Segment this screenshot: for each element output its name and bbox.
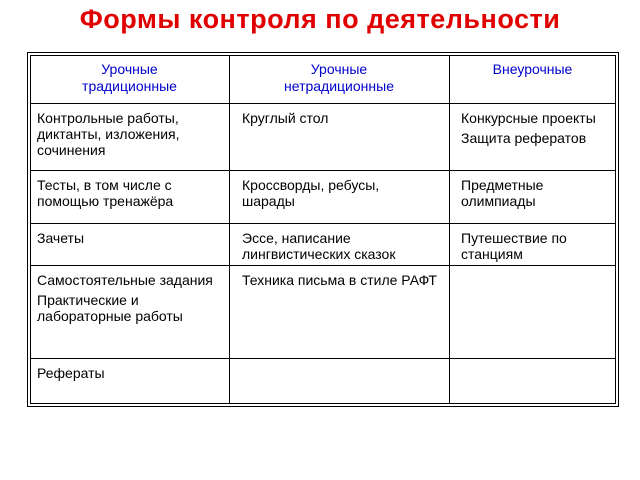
header-col1-line2: традиционные bbox=[82, 78, 177, 94]
cell-col2-row4 bbox=[242, 272, 442, 292]
row-divider bbox=[229, 170, 449, 171]
row-divider bbox=[30, 170, 229, 171]
cell-text: Тесты, в том числе с помощью тренажёра bbox=[37, 177, 174, 209]
row-divider bbox=[30, 358, 229, 359]
cell-text: Контрольные работы, диктанты, изложения, сочинения bbox=[37, 110, 180, 158]
cell-text: Предметные олимпиады bbox=[461, 177, 544, 209]
cell-text: Путешествие по станциям bbox=[461, 230, 567, 262]
header-col2-line2: нетрадиционные bbox=[284, 78, 394, 94]
row-divider bbox=[30, 265, 229, 266]
row-divider bbox=[449, 358, 616, 359]
row-divider bbox=[30, 223, 229, 224]
header-col3 bbox=[449, 61, 616, 78]
cell-col1-row4 bbox=[37, 272, 225, 328]
row-divider bbox=[449, 223, 616, 224]
cell-col1-row5 bbox=[37, 365, 225, 385]
row-divider bbox=[229, 223, 449, 224]
row-divider bbox=[449, 103, 616, 104]
cell-text: Техника письма в стиле РАФТ bbox=[242, 272, 437, 288]
row-divider bbox=[30, 103, 229, 104]
header-col2 bbox=[229, 61, 449, 95]
cell-col3-row1 bbox=[461, 110, 613, 150]
cell-text: Конкурсные проекты bbox=[461, 110, 596, 126]
cell-text: Зачеты bbox=[37, 230, 85, 246]
header-col1 bbox=[30, 61, 229, 95]
cell-text: Практические и лабораторные работы bbox=[37, 292, 183, 324]
cell-text: Круглый стол bbox=[242, 110, 329, 126]
column-divider bbox=[229, 55, 230, 404]
header-col3-line1: Внеурочные bbox=[492, 61, 573, 77]
column-divider bbox=[449, 55, 450, 404]
cell-col2-row1 bbox=[242, 110, 442, 130]
cell-col1-row1 bbox=[37, 110, 225, 162]
row-divider bbox=[449, 170, 616, 171]
cell-col2-row3 bbox=[242, 230, 442, 266]
cell-text: Кроссворды, ребусы, шарады bbox=[242, 177, 380, 209]
cell-text: Самостоятельные задания bbox=[37, 272, 213, 288]
cell-col3-row3 bbox=[461, 230, 611, 266]
cell-col3-row2 bbox=[461, 177, 611, 213]
cell-col1-row3 bbox=[37, 230, 225, 250]
row-divider bbox=[229, 103, 449, 104]
row-divider bbox=[229, 358, 449, 359]
header-col2-line1: Урочные bbox=[310, 61, 368, 77]
cell-text: Рефераты bbox=[37, 365, 105, 381]
cell-col1-row2 bbox=[37, 177, 225, 213]
page-title: Формы контроля по деятельности bbox=[79, 4, 561, 34]
cell-text: Эссе, написание лингвистических сказок bbox=[242, 230, 396, 262]
header-col1-line1: Урочные bbox=[101, 61, 158, 77]
cell-col2-row2 bbox=[242, 177, 432, 213]
cell-text: Защита рефератов bbox=[461, 130, 587, 146]
